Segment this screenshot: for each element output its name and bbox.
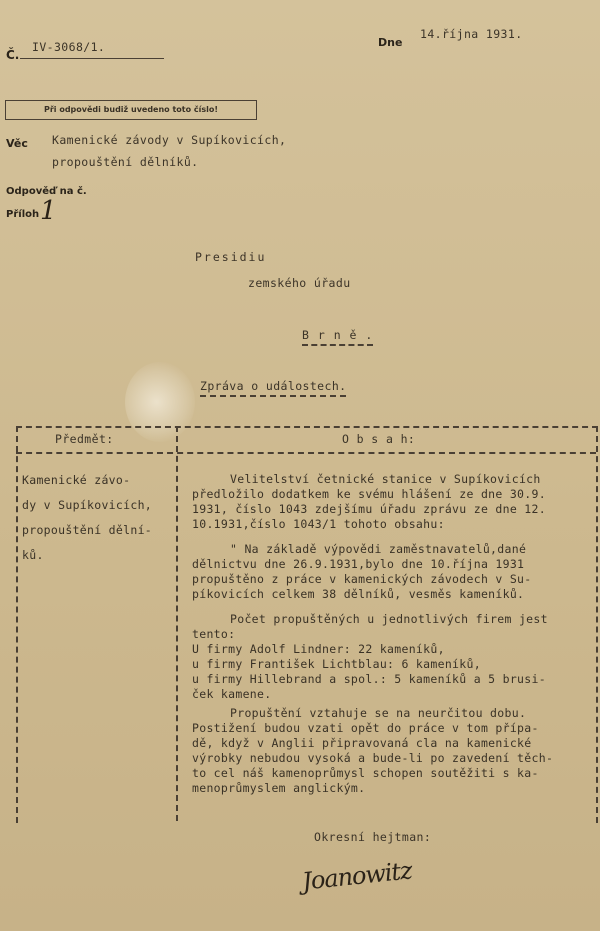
paragraph-line: předložilo dodatkem ke svému hlášení ze dne 30.9. xyxy=(192,487,546,501)
content-paragraph-1 xyxy=(192,472,546,532)
c-label: Č. xyxy=(6,48,20,62)
attachment-count: 1 xyxy=(40,196,57,226)
table-subject-cell xyxy=(22,468,152,568)
attachment-label: Příloh xyxy=(6,209,40,220)
paragraph-line: tento: xyxy=(192,627,236,641)
paragraph-line: U firmy Adolf Lindner: 22 kameníků, xyxy=(192,642,445,656)
reply-notice-box: Při odpovědi budiž uvedeno toto číslo! xyxy=(5,100,257,120)
subject-line-1: Kamenické závody v Supíkovicích, xyxy=(52,133,287,147)
paragraph-line: píkovicích celkem 38 dělníků, vesměs kameníků. xyxy=(192,587,525,601)
reply-label: Odpověď na č. xyxy=(6,186,87,197)
paragraph-line: 10.1931,číslo 1043/1 tohoto obsahu: xyxy=(192,517,445,531)
paragraph-line: 1931, číslo 1043 zdejšímu úřadu zprávu ze dne 12. xyxy=(192,502,546,516)
subject-cell-line: Kamenické závo- xyxy=(22,473,131,487)
paragraph-line: Postižení budou vzati opět do práce v tom přípa- xyxy=(192,721,539,735)
paragraph-line: výrobky nebudou vysoká a bude-li po zavedení těch- xyxy=(192,751,554,765)
paragraph-line: u firmy Hillebrand a spol.: 5 kameníků a 5 brusi- xyxy=(192,672,546,686)
handwritten-signature: Joanowitz xyxy=(300,856,413,896)
reference-number: IV-3068/1. xyxy=(20,40,140,59)
document-date: 14.října 1931. xyxy=(420,27,523,41)
subject-cell-line: ků. xyxy=(22,548,44,562)
paragraph-line: menoprůmyslem anglickým. xyxy=(192,781,366,795)
subject-cell-line: dy v Supíkovicích, xyxy=(22,498,153,512)
paragraph-line: to cel náš kamenoprůmysl schopen soutěžiti s ka- xyxy=(192,766,539,780)
paragraph-line: u firmy František Lichtblau: 6 kameníků, xyxy=(192,657,481,671)
date-label: Dne xyxy=(378,36,403,49)
subject-cell-line: propouštění dělní- xyxy=(22,523,153,537)
content-paragraph-4 xyxy=(192,706,553,796)
subject-label: Věc xyxy=(6,137,28,150)
signature-title: Okresní hejtman: xyxy=(314,830,432,844)
paragraph-line: dě, když v Anglii připravovaná cla na kamenické xyxy=(192,736,532,750)
column-header-subject: Předmět: xyxy=(55,432,114,446)
report-title: Zpráva o událostech. xyxy=(200,379,346,397)
paragraph-line: dělnictvu dne 26.9.1931,bylo dne 10.října 1931 xyxy=(192,557,525,571)
paragraph-line: propuštěno z práce v kamenických závodech v Su- xyxy=(192,572,532,586)
subject-line-2: propouštění dělníků. xyxy=(52,155,199,169)
recipient-city: B r n ě . xyxy=(302,328,373,346)
paragraph-line: Propuštění vztahuje se na neurčitou dobu. xyxy=(230,706,527,720)
table-column-divider xyxy=(176,426,178,821)
reference-suffix-line xyxy=(134,40,164,59)
column-header-content: O b s a h: xyxy=(342,432,416,446)
recipient-line-1: Presidiu xyxy=(195,250,267,264)
paragraph-line: ček kamene. xyxy=(192,687,272,701)
paragraph-line: Počet propuštěných u jednotlivých firem jest xyxy=(230,612,548,626)
content-paragraph-3 xyxy=(192,612,548,702)
recipient-line-2: zemského úřadu xyxy=(248,276,351,290)
content-paragraph-2 xyxy=(192,542,532,602)
paragraph-line: Velitelství četnické stanice v Supíkovicích xyxy=(230,472,541,486)
table-header-divider xyxy=(16,452,596,454)
paragraph-line: " Na základě výpovědi zaměstnavatelů,dané xyxy=(230,542,527,556)
